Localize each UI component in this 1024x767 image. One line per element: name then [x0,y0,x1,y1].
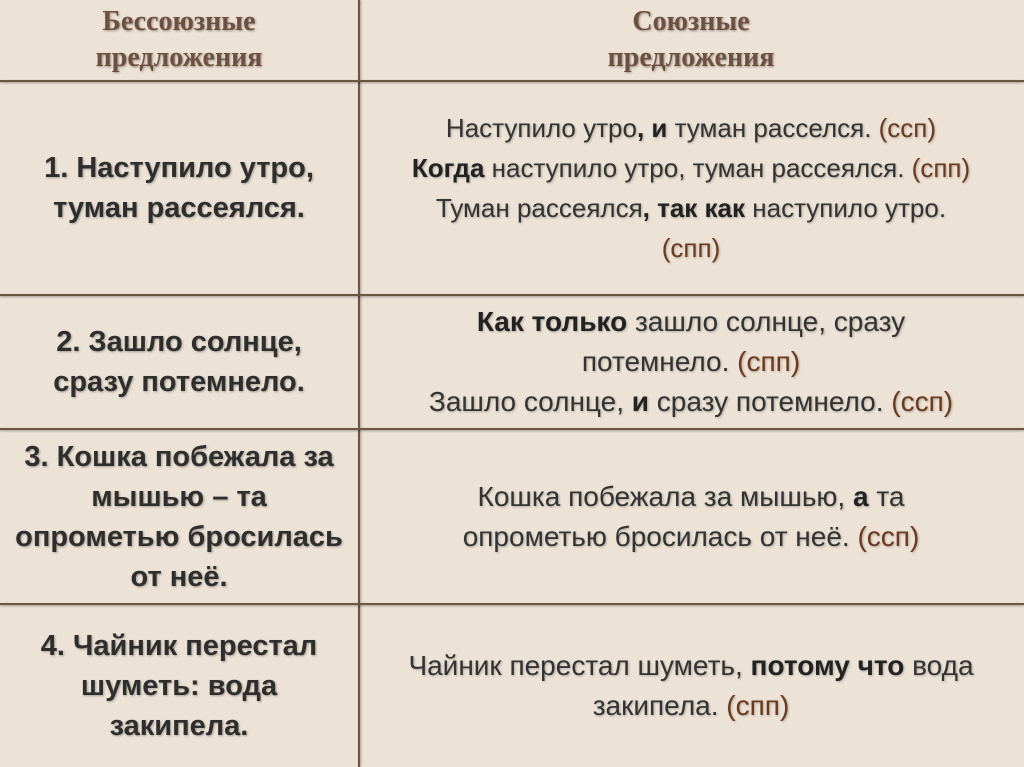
header-left-line: Бессоюзные [102,6,256,37]
sentence-type-tag: (спп) [661,233,721,263]
row-sentence: Зашло солнце, сразу потемнело. [53,326,305,398]
conjunction-text: а [852,480,869,512]
sentence-type-tag: (спп) [737,346,801,377]
sentence-type-tag: (спп) [726,690,790,721]
conjunction-text: Когда [411,153,485,183]
example-sentence-line [412,108,970,148]
row-2-right-cell [358,296,1024,428]
row-3-right-cell [358,430,1024,603]
sentence-type-tag: (спп) [911,153,971,183]
header-row [0,0,1024,80]
conjunction-text: , и [636,113,668,143]
example-sentence-line [408,646,973,686]
sentence-text: закипела. [592,690,727,721]
sentence-text: опрометью бросилась от неё. [462,520,858,552]
row-1-left-cell [0,82,358,294]
row-number: 2. [56,326,81,358]
example-sentence-line [412,188,970,228]
row-1-right-cell [358,82,1024,294]
conjunction-text: потому что [750,650,905,681]
sentence-text: потемнело. [581,346,738,377]
row-sentence: Наступило утро, туман рассеялся. [53,152,314,224]
row-number: 4. [40,630,65,662]
sentence-text: зашло солнце, сразу [627,306,906,337]
example-sentence-line [408,686,973,726]
example-sentence-line [429,302,953,342]
row-3-left-cell [0,430,358,603]
sentence-text: Наступило утро [445,113,637,143]
conjunction-text: , так как [642,193,746,223]
sentence-type-tag: (ссп) [891,386,954,417]
header-right-line: предложения [607,42,775,73]
example-sentence-line [412,228,970,268]
header-left-line: предложения [95,42,263,73]
header-left [0,0,358,80]
table-row [0,605,1024,767]
row-4-left-cell [0,605,358,767]
row-2-examples [429,302,953,422]
example-sentence-line [429,342,953,382]
sentence-type-tag: (ссп) [878,113,937,143]
sentence-text: Чайник перестал шуметь, [408,650,751,681]
sentence-text: туман расселся. [667,113,879,143]
table-row [0,430,1024,603]
example-sentence-line [463,517,920,557]
sentence-type-tag: (ссп) [857,520,920,552]
example-sentence-line [463,477,920,517]
sentence-text: та [868,480,905,512]
header-right-line: Союзные [632,6,750,37]
row-sentence: Кошка побежала за мышью – та опрометью бросилась от неё. [15,440,343,593]
row-number: 1. [44,152,69,184]
example-sentence-line [429,382,953,422]
sentence-text: вода [904,650,974,681]
conjunction-text: Как только [476,306,628,337]
row-2-left-cell [0,296,358,428]
conjunction-text: и [631,386,650,417]
example-sentence-line [412,148,970,188]
row-number: 3. [24,440,49,473]
row-1-examples [412,108,970,268]
table-row [0,82,1024,294]
sentence-text: наступило утро. [745,193,947,223]
sentence-text: наступило утро, туман рассеялся. [484,153,912,183]
header-right [358,0,1024,80]
table-row [0,296,1024,428]
row-sentence: Чайник перестал шуметь: вода закипела. [64,630,318,742]
sentence-text: Зашло солнце, [428,386,632,417]
row-3-examples [463,477,920,557]
sentence-text: Кошка побежала за мышью, [477,480,853,512]
row-4-examples [408,646,973,726]
sentence-text: сразу потемнело. [649,386,892,417]
sentence-text: Туман рассеялся [435,193,643,223]
row-4-right-cell [358,605,1024,767]
